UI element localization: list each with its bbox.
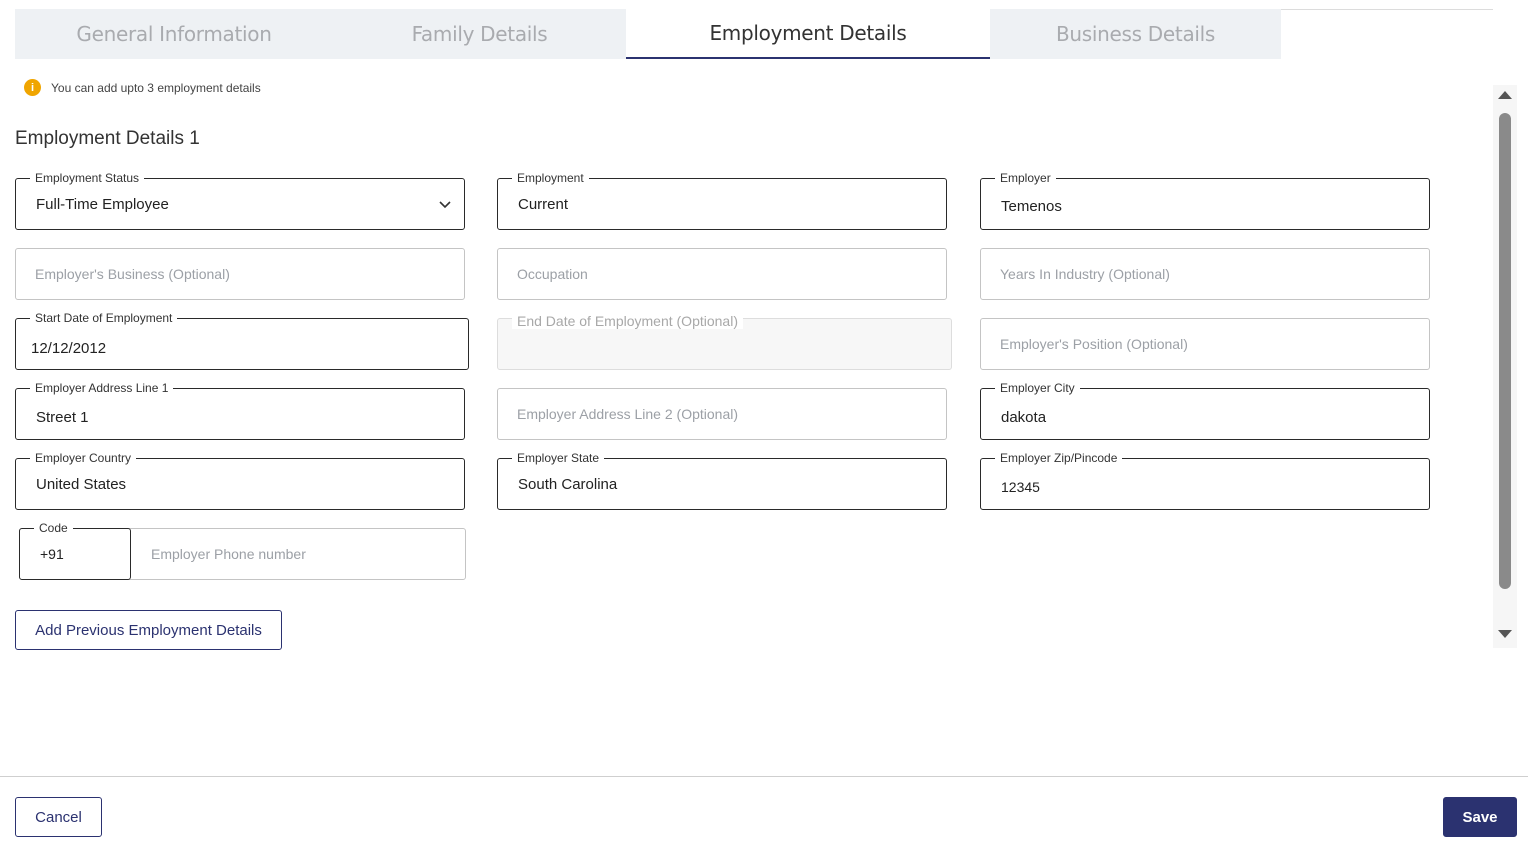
add-previous-employment-button[interactable]: Add Previous Employment Details <box>15 610 282 650</box>
tab-general-information[interactable]: General Information <box>15 9 333 59</box>
save-button[interactable]: Save <box>1443 797 1517 837</box>
employer-country-value: United States <box>36 475 127 493</box>
info-text: You can add upto 3 employment details <box>51 80 261 95</box>
employer-state-field[interactable] <box>497 451 947 510</box>
occupation-placeholder: Occupation <box>517 266 588 282</box>
employers-position-placeholder: Employer's Position (Optional) <box>1000 336 1188 352</box>
tab-employment-details[interactable]: Employment Details <box>626 9 990 59</box>
employment-status-label: Employment Status <box>30 171 144 185</box>
end-date-field <box>497 313 952 370</box>
employment-status-value: Full-Time Employee <box>36 195 169 213</box>
employer-country-label: Employer Country <box>30 451 136 465</box>
employer-country-field[interactable] <box>15 451 465 510</box>
employers-position-input[interactable] <box>980 318 1430 370</box>
tab-bar <box>15 9 1493 59</box>
employer-field[interactable] <box>980 171 1430 230</box>
employer-value: Temenos <box>1001 197 1062 215</box>
address-line1-value: Street 1 <box>36 408 89 426</box>
years-in-industry-placeholder: Years In Industry (Optional) <box>1000 266 1170 282</box>
employer-zip-field[interactable] <box>980 451 1430 510</box>
phone-code-field[interactable] <box>19 521 131 580</box>
footer-divider <box>0 776 1528 777</box>
address-line2-input[interactable] <box>497 388 947 440</box>
employment-field[interactable] <box>497 171 947 230</box>
occupation-input[interactable] <box>497 248 947 300</box>
start-date-label: Start Date of Employment <box>30 311 177 325</box>
phone-code-value: +91 <box>40 546 64 562</box>
scroll-down-arrow-icon[interactable] <box>1498 630 1512 638</box>
employer-city-field[interactable] <box>980 381 1430 440</box>
start-date-field[interactable] <box>15 311 469 370</box>
employer-state-value: South Carolina <box>518 475 618 493</box>
start-date-value: 12/12/2012 <box>31 339 107 357</box>
employer-label: Employer <box>995 171 1056 185</box>
employers-business-placeholder: Employer's Business (Optional) <box>35 266 230 282</box>
employment-status-select[interactable] <box>15 171 465 230</box>
cancel-button[interactable]: Cancel <box>15 797 102 837</box>
employer-phone-placeholder: Employer Phone number <box>151 546 306 562</box>
employers-business-input[interactable] <box>15 248 465 300</box>
tab-family-details[interactable]: Family Details <box>333 9 626 59</box>
chevron-down-icon <box>438 197 452 211</box>
years-in-industry-input[interactable] <box>980 248 1430 300</box>
scroll-up-arrow-icon[interactable] <box>1498 91 1512 99</box>
tab-bar-divider <box>1281 9 1493 10</box>
end-date-label: End Date of Employment (Optional) <box>512 313 743 329</box>
scroll-thumb[interactable] <box>1499 113 1511 589</box>
employment-value: Current <box>518 195 569 213</box>
info-icon: i <box>24 79 41 96</box>
tab-business-details[interactable]: Business Details <box>990 9 1281 59</box>
scrollbar[interactable] <box>1493 85 1517 648</box>
employment-label: Employment <box>512 171 589 185</box>
employer-state-label: Employer State <box>512 451 604 465</box>
address-line1-field[interactable] <box>15 381 465 440</box>
info-message <box>24 79 261 96</box>
employer-city-value: dakota <box>1001 408 1047 426</box>
employer-city-label: Employer City <box>995 381 1080 395</box>
section-title: Employment Details 1 <box>15 128 200 149</box>
address-line1-label: Employer Address Line 1 <box>30 381 173 395</box>
employer-zip-label: Employer Zip/Pincode <box>995 451 1122 465</box>
employer-zip-value: 12345 <box>1001 479 1040 495</box>
phone-code-label: Code <box>34 521 73 535</box>
address-line2-placeholder: Employer Address Line 2 (Optional) <box>517 406 738 422</box>
